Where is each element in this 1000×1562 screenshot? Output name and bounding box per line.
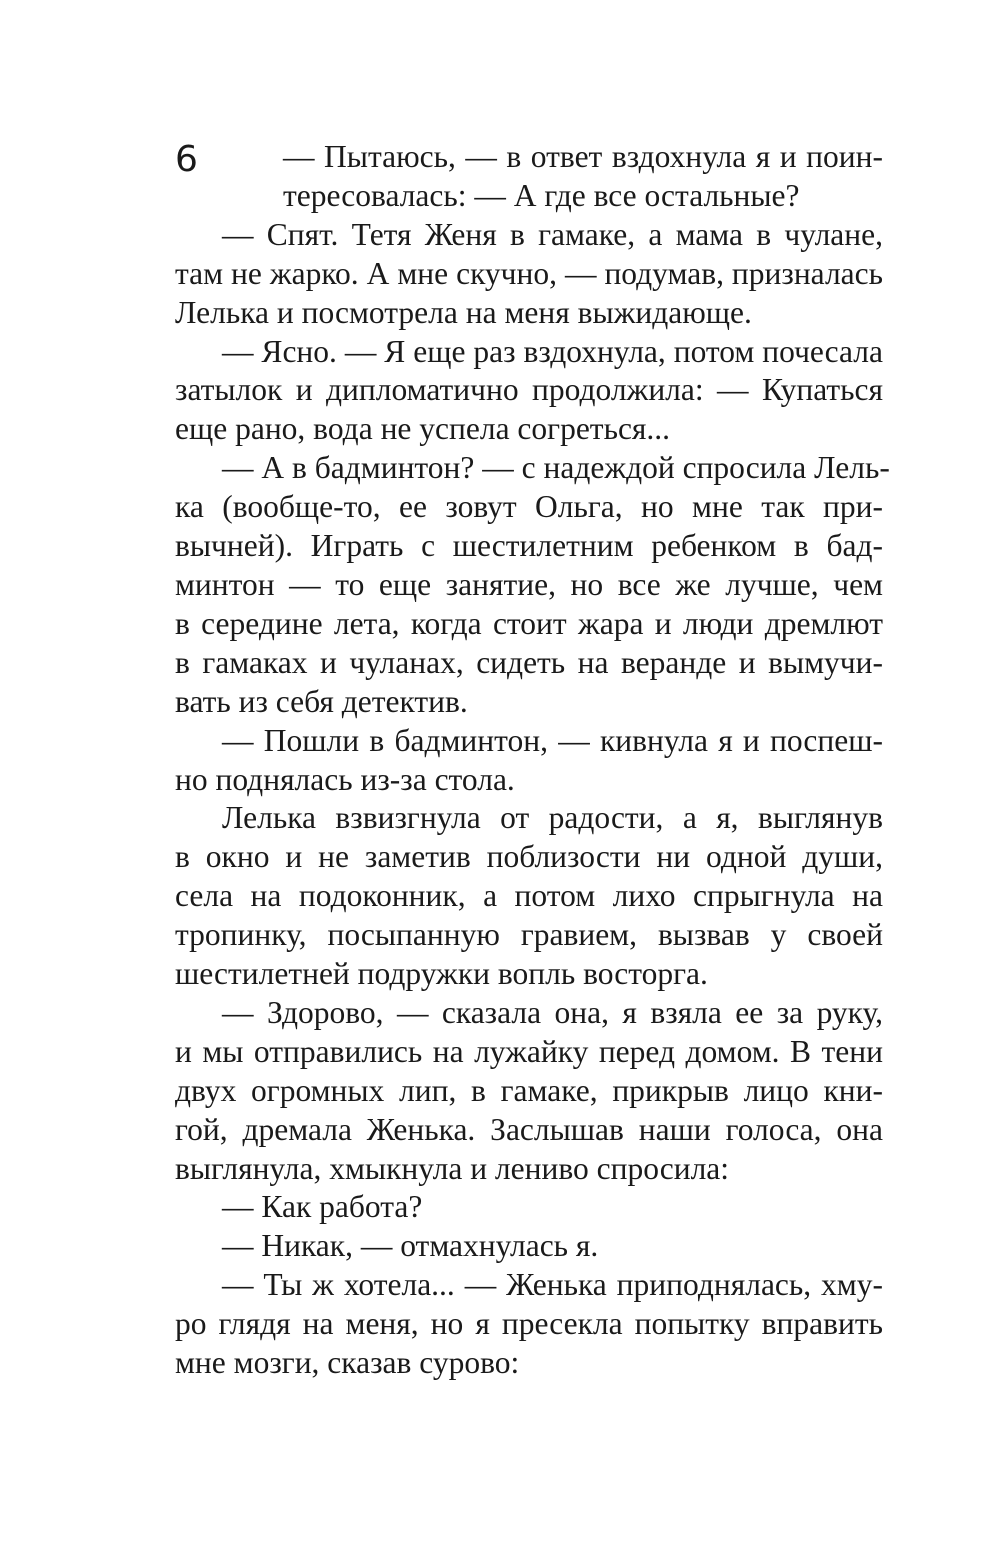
- text-line: тересовалась: — А где все остальные?: [283, 177, 800, 213]
- text-line: — Ты ж хотела... — Женька приподнялась, хму-: [222, 1267, 883, 1303]
- text-line: Лелька и посмотрела на меня выжидающе.: [175, 294, 752, 330]
- text-line: но поднялась из-за стола.: [175, 761, 515, 797]
- text-line: — Как работа?: [222, 1189, 423, 1225]
- text-line: вать из себя детектив.: [175, 683, 468, 719]
- text-line: Лелька взвизгнула от радости, а я, выглянув: [222, 800, 883, 836]
- text-line: двух огромных лип, в гамаке, прикрыв лицо кни-: [175, 1072, 883, 1108]
- text-line: в середине лета, когда стоит жара и люди дремлют: [175, 605, 883, 641]
- text-line: — Пытаюсь, — в ответ вздохнула я и поин-: [283, 139, 883, 174]
- text-line: — А в бадминтон? — с надеждой спросила Лель-: [222, 450, 890, 486]
- text-line: в окно и не заметив поблизости ни одной души,: [175, 839, 883, 875]
- text-line: — Никак, — отмахнулась я.: [222, 1228, 599, 1264]
- text-line: села на подоконник, а потом лихо спрыгнула на: [175, 878, 883, 914]
- text-line: затылок и дипломатично продолжила: — Купаться: [175, 372, 883, 408]
- page-number: 6: [175, 139, 198, 180]
- text-line: — Пошли в бадминтон, — кивнула я и поспеш-: [222, 722, 883, 758]
- text-line: — Спят. Тетя Женя в гамаке, а мама в чулане,: [222, 216, 883, 252]
- text-line: выглянула, хмыкнула и лениво спросила:: [175, 1150, 730, 1186]
- text-line: ка (вообще-то, ее зовут Ольга, но мне так при-: [175, 489, 883, 525]
- text-line: в гамаках и чуланах, сидеть на веранде и вымучи-: [175, 644, 883, 680]
- text-line: и мы отправились на лужайку перед домом. В тени: [175, 1033, 883, 1069]
- text-line: — Здорово, — сказала она, я взяла ее за руку,: [222, 994, 883, 1030]
- text-line: тропинку, посыпанную гравием, вызвав у своей: [175, 917, 883, 953]
- text-line: — Ясно. — Я еще раз вздохнула, потом почесала: [222, 333, 883, 369]
- text-line: шестилетней подружки вопль восторга.: [175, 956, 708, 992]
- text-line: еще рано, вода не успела согреться...: [175, 411, 671, 447]
- text-line: вычней). Играть с шестилетним ребенком в бад-: [175, 528, 883, 564]
- text-line: гой, дремала Женька. Заслышав наши голоса, она: [175, 1111, 883, 1147]
- text-line: мне мозги, сказав сурово:: [175, 1345, 520, 1381]
- text-line: минтон — то еще занятие, но все же лучше, чем: [175, 566, 883, 602]
- body-text: [175, 138, 890, 1383]
- text-line: ро глядя на меня, но я пресекла попытку вправить: [175, 1306, 883, 1342]
- text-line: там не жарко. А мне скучно, — подумав, призналась: [175, 255, 883, 291]
